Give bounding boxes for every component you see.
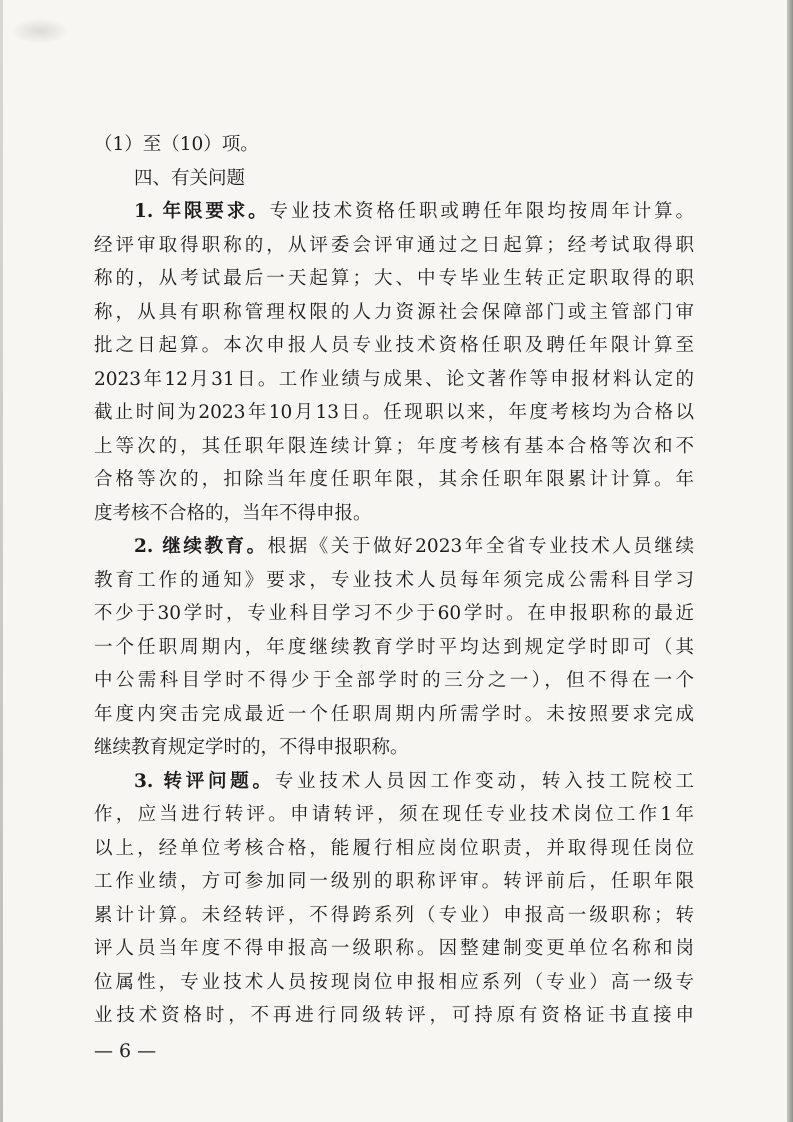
line-text: 教育工作的通知》要求，专业技术人员每年须完成公需科目学习 — [94, 569, 694, 591]
text-line — [94, 296, 694, 330]
text-line — [94, 128, 694, 162]
line-text: 度考核不合格的，当年不得申报。 — [94, 502, 372, 524]
text-line — [94, 229, 694, 263]
line-text: 累计计算。未经转评，不得跨系列（专业）申报高一级职称；转 — [94, 904, 694, 926]
text-line — [94, 564, 694, 598]
text-line — [94, 698, 694, 732]
line-text: 工作业绩，方可参加同一级别的职称评审。转评前后，任职年限 — [94, 871, 694, 892]
page-number: — 6 — — [94, 1040, 157, 1062]
scan-edge-left — [0, 0, 3, 1122]
line-text: 批之日起算。本次申报人员专业技术资格任职及聘任年限计算至 — [94, 335, 694, 356]
line-text: 合格等次的，扣除当年度任职年限，其余任职年限累计计算。年 — [94, 469, 694, 490]
text-line — [94, 597, 694, 631]
text-line — [94, 765, 694, 799]
text-line — [94, 899, 694, 933]
document-body — [94, 128, 694, 1033]
line-text: 四、有关问题 — [134, 167, 246, 189]
text-line — [94, 664, 694, 698]
section-heading: 3. 转评问题。 — [134, 770, 275, 792]
line-text: 截止时间为2023年10月13日。任现职以来，年度考核均为合格以 — [94, 402, 694, 423]
line-text: 称，从具有职称管理权限的人力资源社会保障部门或主管部门审 — [94, 301, 694, 323]
text-line — [94, 731, 694, 765]
text-line — [94, 463, 694, 497]
line-text: 一个任职周期内，年度继续教育学时平均达到规定学时即可（其 — [94, 636, 694, 658]
line-text: 继续教育规定学时的，不得申报职称。 — [94, 737, 409, 758]
text-line — [94, 396, 694, 430]
line-text: 以上，经单位考核合格，能履行相应岗位职责，并取得现任岗位 — [94, 837, 694, 859]
text-line — [94, 430, 694, 464]
text-line — [94, 162, 694, 196]
line-text: 中公需科目学时不得少于全部学时的三分之一），但不得在一个 — [94, 670, 694, 691]
line-text: 位属性，专业技术人员按现岗位申报相应系列（专业）高一级专 — [94, 971, 694, 993]
text-line — [94, 798, 694, 832]
text-line — [94, 363, 694, 397]
line-text: 专业技术人员因工作变动，转入技工院校工 — [274, 770, 694, 792]
scan-smudge — [10, 18, 70, 44]
text-line — [94, 832, 694, 866]
line-text: 称的，从考试最后一天起算；大、中专毕业生转正定职取得的职 — [94, 268, 694, 289]
text-line — [94, 865, 694, 899]
text-line — [94, 195, 694, 229]
section-heading: 2. 继续教育。 — [134, 536, 268, 557]
text-line — [94, 530, 694, 564]
scan-edge-right — [787, 0, 793, 1122]
text-line — [94, 631, 694, 665]
line-text: 2023年12月31日。工作业绩与成果、论文著作等申报材料认定的 — [94, 368, 694, 390]
text-line — [94, 932, 694, 966]
text-line — [94, 999, 694, 1033]
text-line — [94, 497, 694, 531]
line-text: 作，应当进行转评。申请转评，须在现任专业技术岗位工作1年 — [94, 804, 694, 825]
line-text: （1）至（10）项。 — [94, 134, 259, 155]
text-line — [94, 329, 694, 363]
line-text: 评人员当年度不得申报高一级职称。因整建制变更单位名称和岗 — [94, 938, 694, 959]
line-text: 业技术资格时，不再进行同级转评，可持原有资格证书直接申 — [94, 1005, 694, 1026]
text-line — [94, 262, 694, 296]
line-text: 不少于30学时，专业科目学习不少于60学时。在申报职称的最近 — [94, 603, 694, 624]
line-text: 经评审取得职称的，从评委会评审通过之日起算；经考试取得职 — [94, 234, 694, 256]
section-heading: 1. 年限要求。 — [134, 201, 270, 222]
line-text: 根据《关于做好2023年全省专业技术人员继续 — [267, 536, 694, 557]
text-line — [94, 966, 694, 1000]
line-text: 专业技术资格任职或聘任年限均按周年计算。 — [269, 201, 694, 222]
line-text: 年度内突击完成最近一个任职周期内所需学时。未按照要求完成 — [94, 703, 694, 725]
line-text: 上等次的，其任职年限连续计算；年度考核有基本合格等次和不 — [94, 435, 694, 457]
